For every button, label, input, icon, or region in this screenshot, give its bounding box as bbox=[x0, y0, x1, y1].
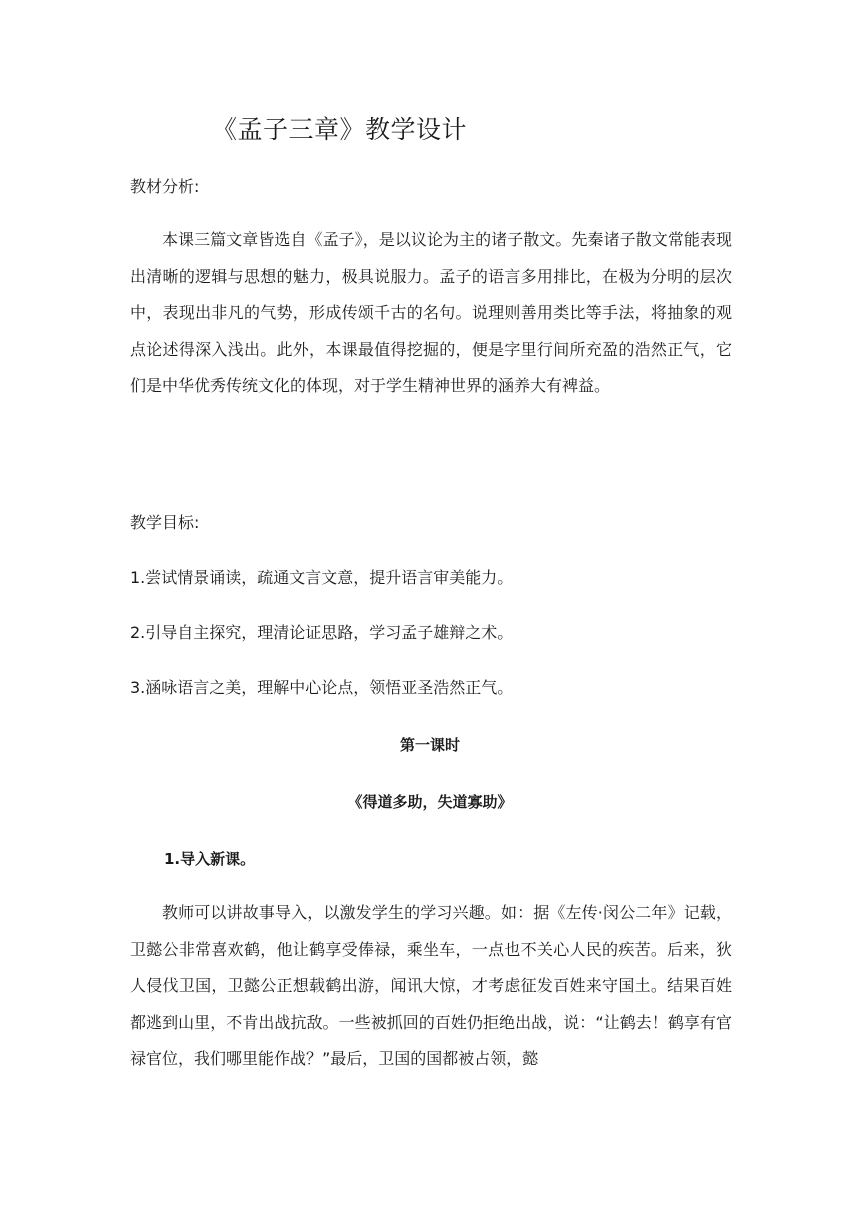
analysis-label: 教材分析: bbox=[130, 177, 200, 196]
analysis-paragraph: 本课三篇文章皆选自《孟子》，是以议论为主的诸子散文。先秦诸子散文常能表现出清晰的逻辑与思想的魅力，极具说服力。孟子的语言多用排比，在极为分明的层次中，表现出非凡的气势，形成传颂千古的名句。说理则善用类比等手法，将抽象的观点论述得深入浅出。此外，本课最值得挖掘的，便是字里行间所充盈的浩然正气，它们是中华优秀传统文化的体现，对于学生精神世界的涵养大有裨益。 bbox=[130, 230, 732, 396]
step-heading: 1.导入新课。 bbox=[164, 850, 256, 868]
goals-label: 教学目标: bbox=[130, 513, 200, 532]
goal-item-3: 3.涵咏语言之美，理解中心论点，领悟亚圣浩然正气。 bbox=[130, 678, 514, 697]
lesson-heading: 第一课时 bbox=[399, 736, 460, 754]
chapter-heading: 《得道多助，失道寡助》 bbox=[347, 793, 513, 811]
goal-item-2: 2.引导自主探究，理清论证思路，学习孟子雄辩之术。 bbox=[130, 623, 514, 642]
step-paragraph: 教师可以讲故事导入，以激发学生的学习兴趣。如：据《左传·闵公二年》记载，卫懿公非常喜欢鹤，他让鹤享受俸禄，乘坐车，一点也不关心人民的疾苦。后来，狄人侵伐卫国，卫懿公正想载鹤出游，闻讯大惊，才考虑征发百姓来守国土。结果百姓都逃到山里，不肯出战抗敌。一些被抓回的百姓仍拒绝出战，说：“让鹤去！鹤享有官禄官位，我们哪里能作战？”最后，卫国的国都被占领，懿 bbox=[130, 903, 732, 1069]
goal-item-1: 1.尝试情景诵读，疏通文言文意，提升语言审美能力。 bbox=[130, 568, 514, 587]
document-title: 《孟子三章》教学设计 bbox=[212, 115, 468, 144]
